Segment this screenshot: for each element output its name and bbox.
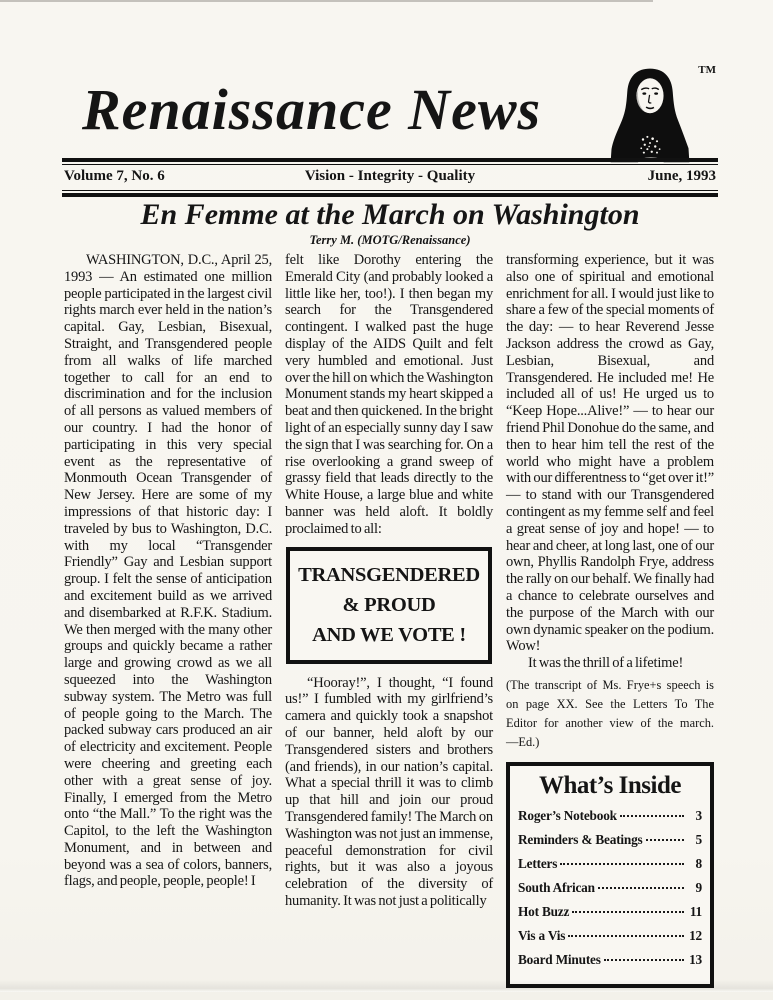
toc-item-page: 8 [695,855,702,871]
whats-inside-title: What’s Inside [539,771,681,799]
toc-leader-dots [620,815,684,817]
toc-item-page: 12 [689,927,702,943]
toc-item-label: Letters [518,855,558,871]
toc-item-page: 9 [695,879,702,895]
masthead-divider [62,158,718,165]
article-byline: Terry M. (MOTG/Renaissance) [309,233,471,247]
article-paragraph: transforming experience, but it was also one of spiritual and emotional enrichment for all. I would just like to share a few of the special moments of the day: — to hear Reverend Jesse Jackson address the crowd as Gay, Lesbian, Bisexual, and Transgendered. He included me! He included all of us! He urged us to “Keep Hope...Alive!” — to hear our friend Phil Donohue do the same, and then to hear him tell the rest of the world who might have a problem with our differentness to “get over it!” — to stand with our Transgendered contingent as my femme self and feel a great sense of joy and hope! — to hear and cheer, at long last, one of our own, Phyllis Randolph Frye, address the rally on our behalf. We finally had a chance to celebrate ourselves and the purpose of the March with our own dynamic speaker on the podium. Wow! [506,252,714,655]
volume-number: Volume 7, No. 6 [64,168,165,184]
toc-item-label: Reminders & Beatings [518,831,643,847]
toc-item [518,904,702,920]
toc-leader-dots [604,959,684,961]
callout-line: TRANSGENDERED [298,563,480,586]
article-paragraph: WASHINGTON, D.C., April 25, 1993 — An estimated one million people participated in the largest civil rights march ever held in the nation’s capital. Gay, Lesbian, Bisexual, Straight, and Transgendered people from all walks of life marched together to call for an end to discrimination and for the inclusion of all persons as valued members of our country. I had the honor of participating in this very special event as the representative of Monmouth Ocean Transgender of New Jersey. Here are some of my impressions of that historic day: I traveled by bus to Washington, D.C. with my local “Transgender Friendly” Gay and Lesbian support group. I felt the sense of anticipation and excitement build as we arrived and disembarked at R.F.K. Stadium. We then merged with the many other groups and quickly became a rather large and growing crowd as we all squeezed into the Washington subway system. The Metro was full of people going to the March. The packed subway cars produced an air of electricity and excitement. People were cheering and greeting each other with a great sense of joy. Finally, I emerged from the Metro onto “the Mall.” To the right was the Capitol, to the left the Washington Monument, and in between and beyond was a sea of colors, banners, flags, and people, people, people! I [64,252,272,890]
article-paragraph: It was the thrill of a lifetime! [528,655,684,672]
mona-lisa-icon [604,66,696,164]
callout-line: AND WE VOTE ! [312,623,466,646]
toc-item-label: Roger’s Notebook [518,807,617,823]
toc-item-label: South African [518,879,595,895]
toc-item-page: 3 [695,807,702,823]
toc-leader-dots [560,863,684,865]
toc-item [518,808,702,824]
article-column-2 [285,252,493,988]
scan-edge-artifact [0,980,773,992]
toc-item-label: Board Minutes [518,951,601,967]
toc-item-page: 5 [695,831,702,847]
logo-area [604,64,714,166]
toc-leader-dots [598,887,684,889]
toc-item-label: Vis a Vis [518,927,566,943]
toc-item [518,928,702,944]
toc-item-page: 13 [689,951,702,967]
issue-info-bar [64,168,716,185]
whats-inside-box [506,762,714,988]
toc-leader-dots [646,839,684,841]
trademark-symbol: TM [698,64,716,76]
masthead-title: Renaissance News [82,77,542,142]
toc-leader-dots [572,911,684,913]
toc-item [518,952,702,968]
banner-callout-box [286,547,492,664]
toc-item [518,880,702,896]
editor-note: (The transcript of Ms. Frye+s speech is on page XX. See the Letters To The Editor for another view of the march. —Ed.) [506,677,714,749]
infobar-divider [62,190,718,197]
article-body [64,252,716,988]
toc-item [518,832,702,848]
page-content [64,0,716,1000]
issue-date: June, 1993 [647,168,716,184]
toc-item-page: 11 [689,903,702,919]
article-paragraph: “Hooray!”, I thought, “I found us!” I fumbled with my girlfriend’s camera and quickly took a snapshot of our banner, held aloft by our Transgendered sisters and brothers (and friends), in our nation’s capital. What a special thrill it was to climb up that hill and join our proud Transgendered family! The March on Washington was not just an immense, peaceful demonstration for civil rights, but it was also a joyous celebration of the diversity of humanity. It was not just a politically [285,674,493,909]
toc-leader-dots [568,935,684,937]
article-paragraph: felt like Dorothy entering the Emerald City (and probably looked a little like her, too!). I then began my search for the Transgendered contingent. I walked past the huge display of the AIDS Quilt and felt very humbled and emotional. Just over the hill on which the Washington Monument stands my heart skipped a beat and then quickened. In the bright light of an especially sunny day I saw the sign that I was searching for. On a rise overlooking a grand sweep of grassy field that leads directly to the White House, a large blue and white banner was held aloft. It boldly proclaimed to all: [285,252,493,537]
article-column-3 [506,252,714,988]
toc-item-label: Hot Buzz [518,903,570,919]
toc-item [518,856,702,872]
callout-line: & PROUD [342,593,436,616]
article-headline: En Femme at the March on Washington [140,198,640,231]
article-column-1 [64,252,272,988]
newsletter-motto: Vision - Integrity - Quality [304,168,476,184]
